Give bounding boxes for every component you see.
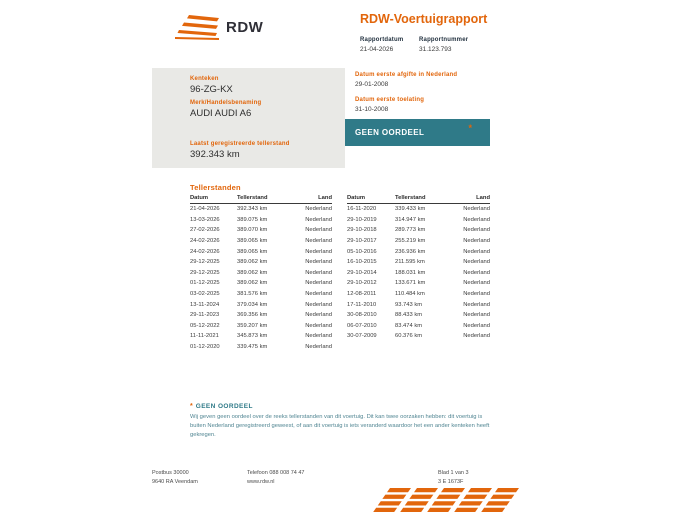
row-date: 05-10-2016: [347, 248, 377, 255]
row-date: 29-10-2018: [347, 227, 377, 234]
table-row: [190, 257, 332, 268]
row-country: Nederland: [463, 238, 490, 245]
row-date: 03-02-2025: [190, 291, 220, 298]
row-odometer: 188.031 km: [395, 269, 426, 276]
rdw-logo-icon: [175, 13, 221, 41]
judgement-text: GEEN OORDEEL: [355, 128, 425, 137]
row-odometer: 389.065 km: [237, 238, 268, 245]
row-date: 30-07-2009: [347, 333, 377, 340]
odometer-section-title: Tellerstanden: [190, 183, 241, 192]
row-country: Nederland: [305, 312, 332, 319]
table-row: [347, 321, 490, 332]
first-admission-label: Datum eerste toelating: [355, 97, 425, 103]
table-row: [190, 299, 332, 310]
row-country: Nederland: [305, 248, 332, 255]
footer-page-indicator: Blad 1 van 3: [438, 470, 469, 476]
table-row: [347, 215, 490, 226]
row-date: 05-12-2022: [190, 322, 220, 329]
odometer-table-right-body: [347, 204, 490, 342]
row-country: Nederland: [305, 280, 332, 287]
row-country: Nederland: [463, 333, 490, 340]
table-row: [190, 310, 332, 321]
row-odometer: 389.070 km: [237, 227, 268, 234]
row-date: 24-02-2026: [190, 248, 220, 255]
row-odometer: 381.576 km: [237, 291, 268, 298]
table-row: [190, 268, 332, 279]
row-odometer: 314.947 km: [395, 216, 426, 223]
license-plate-value: 96-ZG-KX: [190, 84, 233, 95]
report-number-field: [419, 37, 468, 53]
row-odometer: 133.671 km: [395, 280, 426, 287]
license-plate-label: Kenteken: [190, 76, 219, 82]
row-date: 29-10-2017: [347, 238, 377, 245]
row-country: Nederland: [463, 206, 490, 213]
row-odometer: 236.936 km: [395, 248, 426, 255]
table-row: [347, 236, 490, 247]
row-odometer: 88.433 km: [395, 312, 423, 319]
row-odometer: 389.075 km: [237, 216, 268, 223]
table-row: [347, 268, 490, 279]
footer-address-line2: 9640 RA Veendam: [152, 479, 198, 486]
rdw-logo: [175, 13, 263, 41]
row-date: 27-02-2026: [190, 227, 220, 234]
table-row: [190, 342, 332, 353]
row-country: Nederland: [463, 259, 490, 266]
row-date: 01-12-2025: [190, 280, 220, 287]
row-odometer: 389.062 km: [237, 259, 268, 266]
table-row: [347, 257, 490, 268]
row-odometer: 339.475 km: [237, 344, 268, 351]
report-number-label: Rapportnummer: [419, 37, 469, 43]
column-header-country: Land: [318, 195, 332, 201]
footnote-body: Wij geven geen oordeel over de reeks tellerstanden van dit voertuig. Dit kan twee oorzaken hebben: dit voertuig is buiten Nederland geregistreerd geweest, of aan dit voertuig is iets veranderd waardoor het een ander kenteken heeft gekregen.: [190, 414, 490, 438]
judgement-badge: [345, 119, 490, 146]
row-country: Nederland: [463, 312, 490, 319]
table-row: [347, 246, 490, 257]
table-row: [347, 225, 490, 236]
table-row: [190, 246, 332, 257]
column-header-country: Land: [476, 195, 490, 201]
odometer-table-right: [347, 195, 490, 342]
row-country: Nederland: [463, 280, 490, 287]
row-date: 29-11-2023: [190, 312, 220, 319]
table-row: [347, 278, 490, 289]
row-date: 30-08-2010: [347, 312, 377, 319]
row-odometer: 392.343 km: [237, 206, 268, 213]
row-odometer: 345.873 km: [237, 333, 268, 340]
row-odometer: 339.433 km: [395, 206, 426, 213]
rdw-stripes-graphic: [373, 488, 523, 512]
table-row: [190, 278, 332, 289]
row-date: 13-03-2026: [190, 216, 220, 223]
footer-address: [152, 469, 198, 488]
row-date: 01-12-2020: [190, 344, 220, 351]
row-country: Nederland: [305, 259, 332, 266]
column-header-date: Datum: [190, 195, 209, 201]
row-country: Nederland: [305, 206, 332, 213]
row-country: Nederland: [305, 344, 332, 351]
make-label: Merk/Handelsbenaming: [190, 100, 262, 106]
make-value: AUDI AUDI A6: [190, 108, 252, 119]
row-date: 29-10-2014: [347, 269, 377, 276]
row-odometer: 289.773 km: [395, 227, 426, 234]
table-row: [347, 331, 490, 342]
row-date: 11-11-2021: [190, 333, 219, 340]
rdw-logo-text: RDW: [226, 18, 264, 36]
row-country: Nederland: [463, 269, 490, 276]
first-admission-value: 31-10-2008: [355, 105, 389, 113]
row-date: 29-10-2019: [347, 216, 377, 223]
table-row: [190, 204, 332, 215]
footer-contact: [247, 469, 305, 488]
row-date: 24-02-2026: [190, 238, 220, 245]
row-date: 17-11-2010: [347, 301, 377, 308]
row-odometer: 369.356 km: [237, 312, 268, 319]
table-row: [190, 215, 332, 226]
table-row: [347, 310, 490, 321]
row-date: 16-11-2020: [347, 206, 377, 213]
row-odometer: 379.034 km: [237, 301, 268, 308]
row-country: Nederland: [305, 269, 332, 276]
table-row: [190, 331, 332, 342]
row-country: Nederland: [463, 301, 490, 308]
odometer-table-left: [190, 195, 332, 352]
footer-page-info: [438, 469, 469, 488]
row-country: Nederland: [305, 238, 332, 245]
document-title: RDW-Voertuigrapport: [360, 12, 488, 26]
footer-form-code: 3 E 1673F: [438, 479, 464, 486]
footnote-title: GEEN OORDEEL: [195, 403, 253, 410]
vehicle-summary-panel: [152, 68, 345, 168]
row-country: Nederland: [463, 322, 490, 329]
row-country: Nederland: [463, 248, 490, 255]
row-date: 29-12-2025: [190, 269, 220, 276]
row-date: 16-10-2015: [347, 259, 377, 266]
last-odometer-value: 392.343 km: [190, 149, 240, 160]
row-country: Nederland: [305, 291, 332, 298]
row-date: 12-08-2011: [347, 291, 377, 298]
odometer-table-left-header: [190, 195, 332, 204]
row-country: Nederland: [463, 291, 490, 298]
first-admission-field: [355, 97, 424, 113]
report-date-field: [360, 37, 403, 53]
row-odometer: 255.219 km: [395, 238, 426, 245]
row-date: 29-10-2012: [347, 280, 377, 287]
row-date: 21-04-2026: [190, 206, 220, 213]
row-date: 06-07-2010: [347, 322, 377, 329]
report-number-value: 31.123.793: [419, 46, 452, 53]
row-odometer: 389.062 km: [237, 269, 268, 276]
row-odometer: 93.743 km: [395, 301, 423, 308]
table-row: [190, 289, 332, 300]
footer-phone: Telefoon 088 008 74 47: [247, 470, 305, 476]
column-header-odometer: Tellerstand: [395, 195, 426, 201]
row-country: Nederland: [305, 322, 332, 329]
last-odometer-label: Laatst geregistreerde tellerstand: [190, 141, 290, 147]
row-country: Nederland: [305, 227, 332, 234]
table-row: [190, 236, 332, 247]
table-row: [190, 321, 332, 332]
odometer-table-left-body: [190, 204, 332, 352]
first-issue-field: [355, 72, 457, 88]
row-date: 29-12-2025: [190, 259, 220, 266]
footnote-asterisk: *: [190, 403, 193, 410]
row-date: 13-11-2024: [190, 301, 220, 308]
table-row: [347, 289, 490, 300]
judgement-asterisk: *: [468, 123, 472, 133]
column-header-odometer: Tellerstand: [237, 195, 268, 201]
footer-address-line1: Postbus 30000: [152, 470, 189, 476]
row-odometer: 211.595 km: [395, 259, 425, 266]
report-date-value: 21-04-2026: [360, 46, 394, 53]
row-odometer: 83.474 km: [395, 322, 423, 329]
row-odometer: 389.062 km: [237, 280, 268, 287]
report-date-label: Rapportdatum: [360, 37, 404, 43]
row-country: Nederland: [305, 216, 332, 223]
footer-website: www.rdw.nl: [247, 479, 275, 486]
table-row: [190, 225, 332, 236]
row-odometer: 389.065 km: [237, 248, 268, 255]
row-odometer: 359.207 km: [237, 322, 268, 329]
table-row: [347, 204, 490, 215]
row-country: Nederland: [305, 333, 332, 340]
row-odometer: 60.376 km: [395, 333, 423, 340]
row-country: Nederland: [463, 216, 490, 223]
row-country: Nederland: [305, 301, 332, 308]
footnote: [190, 403, 496, 440]
row-country: Nederland: [463, 227, 490, 234]
first-issue-label: Datum eerste afgifte in Nederland: [355, 72, 458, 78]
first-issue-value: 29-01-2008: [355, 80, 389, 88]
column-header-date: Datum: [347, 195, 366, 201]
odometer-table-right-header: [347, 195, 490, 204]
row-odometer: 110.484 km: [395, 291, 425, 298]
table-row: [347, 299, 490, 310]
